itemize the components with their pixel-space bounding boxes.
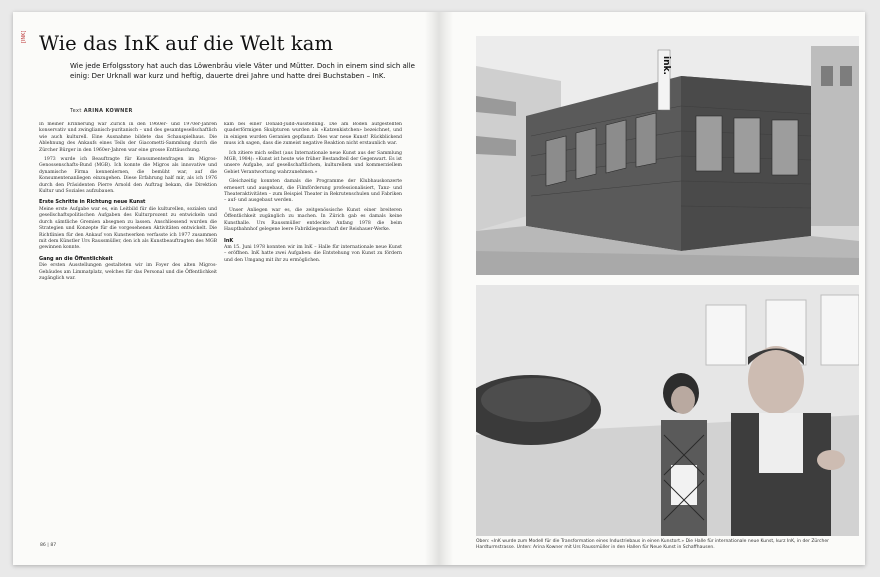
subheading: InK [224,237,234,244]
byline-prefix: Text [70,108,82,114]
paragraph: Meine erste Aufgabe war es, ein Leitbild für die kulturellen, sozialen und gesellschaftspolitischen Aufgaben des Kulturprozent zu entwickeln und durch sämtliche Gremien absegnen zu lassen. Anschliessend wurden die Strategien und Konzepte für die vorgesehenen Aktivitäten entwickelt. Die Richtlinien für den Ankauf von Kunstwerken verfasste ich 1977 zusammen mit dem Künstler Urs Raussmüller, den ich als Kunstbeauftragten des MGB gewinnen konnte. [39,206,217,251]
headline: Wie das InK auf die Welt kam [39,32,334,55]
text-column-1 [39,122,217,537]
building-illustration [476,36,859,275]
photo-kowner-raussmueller [476,285,859,536]
photo-caption: Oben: «InK wurde zum Modell für die Transformation eines Industriebaus in einen Kunstort.» Die Halle für internationale neue Kunst, kurz InK, in der Zürcher Hardturmstrasse. Unten: Arina Kowner mit Urs Raussmüller in den Hallen für Neue Kunst in Schaffhausen. [476,539,829,551]
gutter-shadow [425,12,439,565]
paragraph: Unser Anliegen war es, die zeitgenössische Kunst einer breiteren Öffentlichkeit zugänglich zu machen. In Zürich gab es damals keine Kunsthalle. Urs Raussmüller entdeckte Anfang 1978 die beim Hauptbahnhof gelegene leere Fabrikliegenschaft der Reishauer-Werke. [224,207,402,233]
page-folio: 86 | 87 [40,543,57,548]
right-page [439,12,865,565]
photo-ink-building [476,36,859,275]
paragraph: Die ersten Ausstellungen gestalteten wir im Foyer des alten Migros-Gebäudes am Limmatplatz, welches für das Personal und die Öffentlichkeit zugänglich war. [39,263,217,281]
byline-author: ARINA KOWNER [83,108,133,114]
paragraph: Gleichzeitig konnten damals die Programme der Klubhauskonzerte erneuert und ausgebaut, die Filmförderung professionalisiert, Tanz- und Theateraktivitäten – zum Beispiel Theater in Rekrutenschulen und Fabriken – auf- und ausgebaut werden. [224,179,402,204]
left-page [13,12,439,565]
paragraph: kam bei einer Donald-Judd-Ausstellung. Die am Boden aufgestellten quaderförmigen Skulpturen wurden als «Katzenkistchen» bezeichnet, und in einigen wurden Geranien gepflanzt: Dies war neue Kunst! Rückblickend muss ich sagen, dass die zumeist negative Reaktion nicht erstaunlich war. [224,122,402,147]
lede: Wie jede Erfolgsstory hat auch das Löwenbräu viele Väter und Mütter. Doch in einem sind sich alle einig: Der Urknall war kurz und heftig, dauerte drei Jahre und hatte drei Buchstaben – InK. [70,62,415,80]
gutter-shadow [439,12,453,565]
subheading: Gang an die Öffentlichkeit [39,255,113,262]
subheading: Erste Schritte in Richtung neue Kunst [39,199,146,206]
ink-sign: ink. [661,56,671,75]
section-tag: [INK] [21,30,27,43]
paragraph: In meiner Erinnerung war Zürich in den 1960er- und 1970er-Jahren konservativ und zwinglianisch-puritanisch – und des gesamtgesellschaftlich wie auch kulturell. Eine Ausnahme bildete das Schauspielhaus. Die Ablehnung des Ankaufs eines Teils der Giacometti-Sammlung durch die Zürcher Bürger in den 1960er-Jahren war eine grosse Enttäuschung. [39,122,217,153]
people-illustration [476,285,859,536]
byline [70,108,133,114]
paragraph: Ich zitiere mich selbst (aus Internationale neue Kunst aus der Sammlung MGB, 1984): «Kunst ist heute wie früher Bestandteil der Gegenwart. Es ist unsere Aufgabe, auf gesellschaftlichem, kulturellem und kommerziellem Gebiet Verantwortung wahrzunehmen.» [224,150,402,175]
text-column-2 [224,122,402,537]
paragraph: Am 15. Juni 1978 konnten wir im InK – Halle für internationale neue Kunst – eröffnen. InK hatte zwei Aufgaben: die Entstehung von Kunst zu fördern und den Umgang mit ihr zu ermöglichen. [224,244,402,263]
paragraph: 1973 wurde ich Beauftragte für Konsumentenfragen im Migros-Genossenschafts-Bund (MGB). Ich konnte die Migros als innovative und dynamische Firma kennenlernen, die bemüht war, auf die Konsumentenanliegen einzugehen. Diese Erfahrung half mir, als ich 1976 durch den Präsidenten Pierre Arnold den Auftrag bekam, die Direktion Kultur und Soziales aufzubauen. [39,157,217,195]
magazine-spread [13,12,865,565]
